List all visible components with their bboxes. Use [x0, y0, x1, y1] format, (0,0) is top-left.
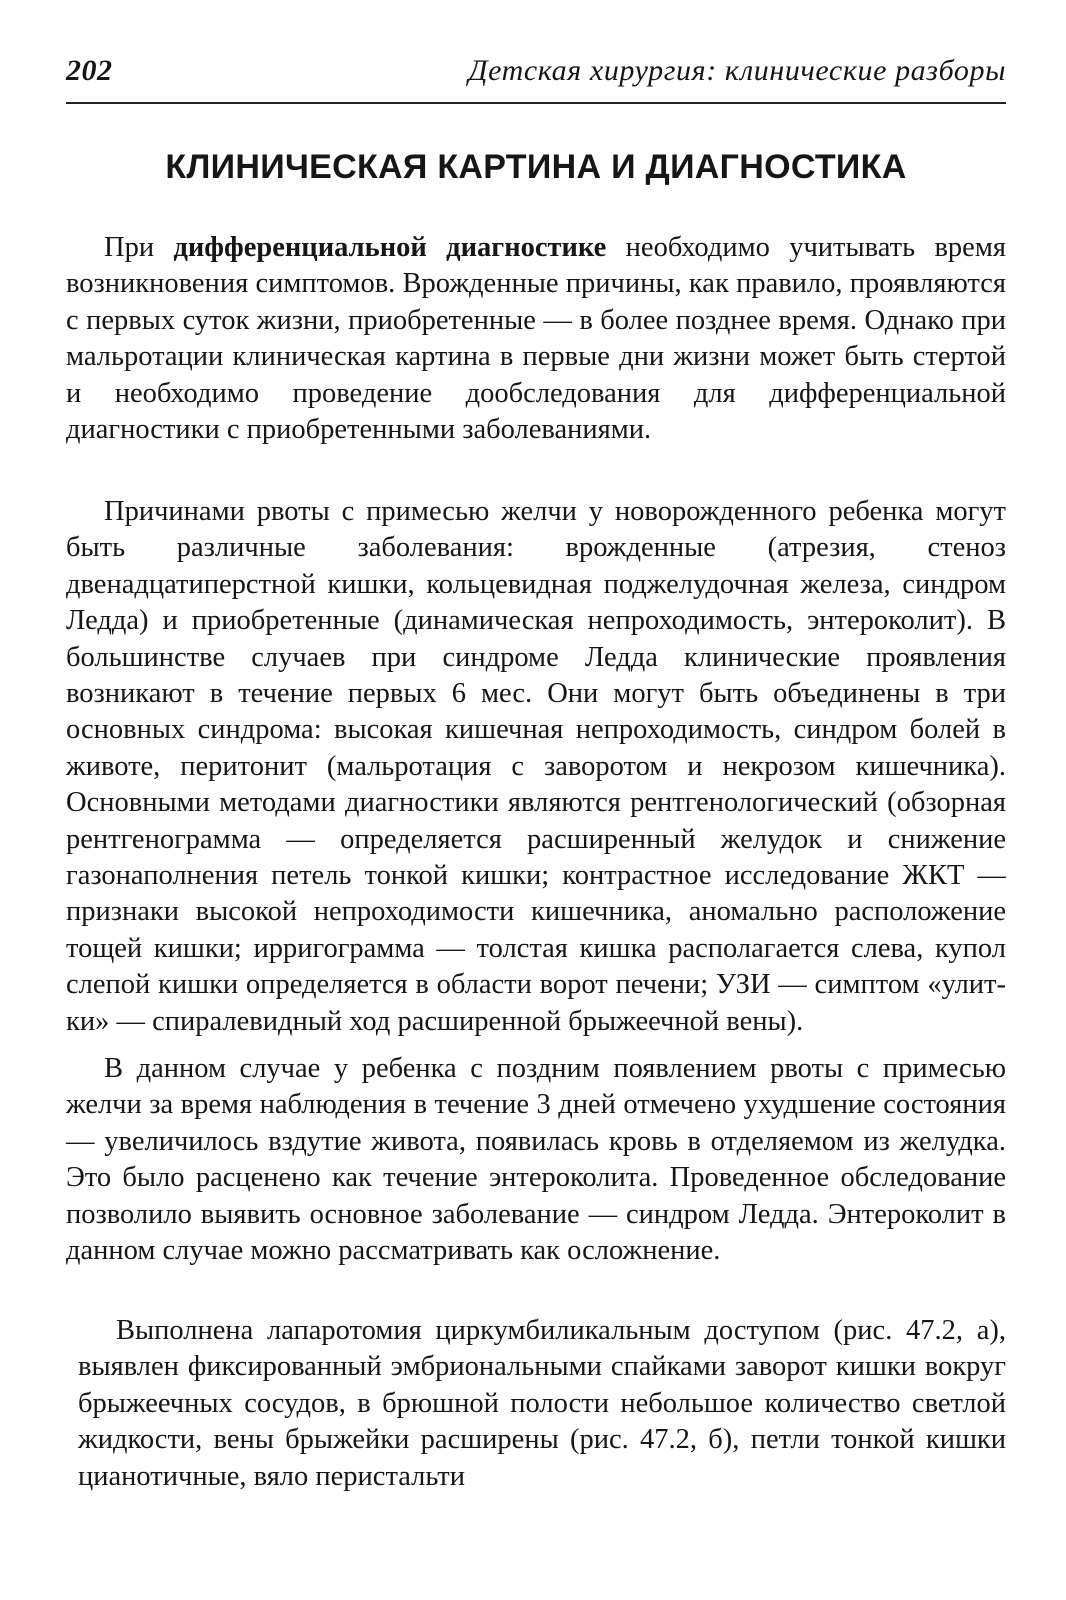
paragraph-causes — [66, 494, 1006, 1040]
paragraph-differential-diagnosis — [66, 230, 1006, 448]
paragraph-lead: При — [104, 232, 174, 263]
section-title: КЛИНИЧЕСКАЯ КАРТИНА И ДИАГНОСТИКА — [165, 148, 907, 186]
page-header — [66, 54, 1006, 98]
paragraph-surgery — [78, 1313, 1006, 1495]
running-title: Детская хирургия: клинические разборы — [468, 54, 1006, 87]
paragraph-text: необходимо учитывать время возникновения симптомов. Врожденные причины, как правило, проявляются с первых суток жизни, приобретенные — в более позднее время. Однако при мальротации клиническая картина в первые дни жизни может быть стертой и необходимо проведение дообследования для дифференциальной диагностики с приобретенными заболеваниями. — [66, 232, 1006, 446]
paragraph-text: В данном случае у ребенка с поздним появлением рвоты с примесью желчи за время наблюдения в течение 3 дней отмечено ухудшение состояния — увеличилось вздутие живота, появилась кровь в отделяемом из желудка. Это было расценено как течение энтероколита. Проведенное обследование позволило выявить основное заболевание — синдром Ледда. Энтероколит в данном случае можно рассматривать как осложнение. — [66, 1053, 1006, 1267]
page-number: 202 — [66, 54, 113, 87]
paragraph-text: Причинами рвоты с примесью желчи у новорожденного ребенка могут быть различные заболевания: врожденные (атрезия, стеноз двенадцатиперстной кишки, кольцевидная поджелудочная железа, синдром Ледда) и приобретенные (динамическая непроходимость, энтероколит). В большинстве случаев при синдроме Ледда клинические проявления возникают в течение первых 6 мес. Они могут быть объединены в три основных синдрома: высокая кишечная непроходимость, синдром болей в животе, перитонит (мальротация с заворотом и некрозом кишечника). Основными методами диагностики являются рентгенологический (обзорная рентгенограмма — определяется расширенный желудок и снижение газонаполнения петель тонкой кишки; контрастное исследование ЖКТ — признаки высокой непроходимости кишечника, аномально расположение тощей кишки; ирригограмма — толстая кишка располагается слева, купол слепой кишки определяется в области ворот печени; УЗИ — симптом «улитки» — спиралевидный ход расширенной брыжеечной вены). — [66, 496, 1006, 1037]
bold-term: дифференциальной диагностике — [173, 232, 607, 263]
paragraph-text: Выполнена лапаротомия циркумбиликальным доступом (рис. 47.2, а), выявлен фиксированный эмбриональными спайками заворот кишки вокруг брыжеечных сосудов, в брюшной полости небольшое количество светлой жидкости, вены брыжейки расширены (рис. 47.2, б), петли тонкой кишки цианотичные, вяло перистальти — [78, 1315, 1006, 1492]
header-rule — [66, 102, 1006, 104]
paragraph-case — [66, 1051, 1006, 1269]
